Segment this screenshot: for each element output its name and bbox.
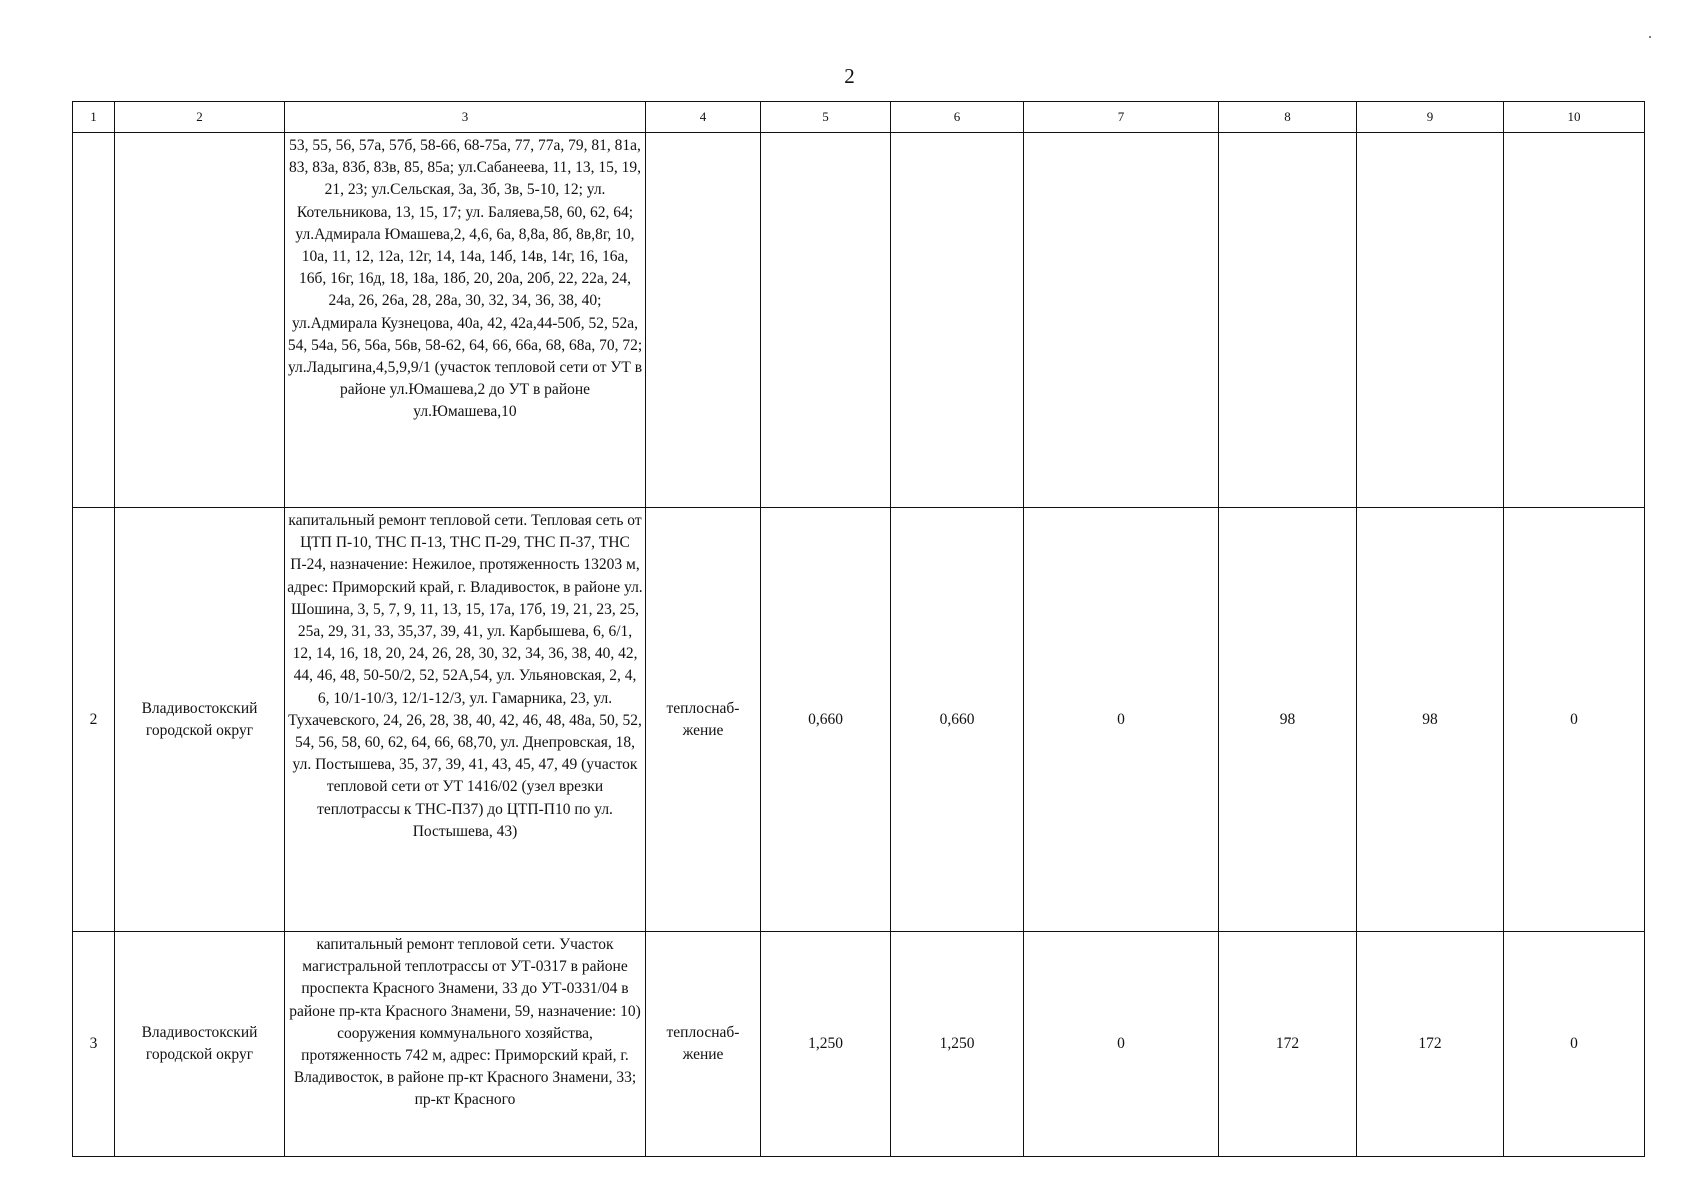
value-cell-10 (1504, 133, 1645, 508)
municipality-cell (115, 508, 285, 932)
work-type-line-1: теплоснаб- (666, 1024, 740, 1041)
header-cell-9: 9 (1357, 102, 1504, 133)
header-row (73, 102, 1645, 133)
value-cell-5: 1,250 (761, 932, 891, 1157)
value-cell-5 (761, 133, 891, 508)
header-cell-3: 3 (285, 102, 646, 133)
value-cell-9: 172 (1357, 932, 1504, 1157)
description-cell: капитальный ремонт тепловой сети. Участок магистральной теплотрассы от УТ-0317 в районе проспекта Красного Знамени, 33 до УТ-0331/04 в районе пр-кта Красного Знамени, 59, назначение: 10) сооружения коммунального хозяйства, протяженность 742 м, адрес: Приморский край, г. Владивосток, в районе пр-кт Красного Знамени, 33; пр-кт Красного (285, 932, 646, 1157)
row-number: 3 (73, 932, 115, 1157)
description-cell: капитальный ремонт тепловой сети. Тепловая сеть от ЦТП П-10, ТНС П-13, ТНС П-29, ТНС П-37, ТНС П-24, назначение: Нежилое, протяженность 13203 м, адрес: Приморский край, г. Владивосток, в районе ул. Шошина, 3, 5, 7, 9, 11, 13, 15, 17а, 17б, 19, 21, 23, 25, 25а, 29, 31, 33, 35,37, 39, 41, ул. Карбышева, 6, 6/1, 12, 14, 16, 18, 20, 24, 26, 28, 30, 32, 34, 36, 38, 40, 42, 44, 46, 48, 50-50/2, 52, 52А,54, ул. Ульяновская, 2, 4, 6, 10/1-10/3, 12/1-12/3, ул. Гамарника, 23, ул. Тухачевского, 24, 26, 28, 38, 40, 42, 46, 48, 48а, 50, 52, 54, 56, 58, 60, 62, 64, 66, 68,70, ул. Днепровская, 18, ул. Постышева, 35, 37, 39, 41, 43, 45, 47, 49 (участок тепловой сети от УТ 1416/02 (узел врезки теплотрассы к ТНС-П37) до ЦТП-П10 по ул. Постышева, 43) (285, 508, 646, 932)
header-cell-7: 7 (1024, 102, 1219, 133)
work-type-line-1: теплоснаб- (666, 699, 740, 717)
header-cell-6: 6 (891, 102, 1024, 133)
work-type-cell (646, 932, 761, 1157)
value-cell-8 (1219, 133, 1357, 508)
row-number: 2 (73, 508, 115, 932)
value-cell-9 (1357, 133, 1504, 508)
municipality-line-1: Владивостокский (141, 1024, 258, 1041)
value-cell-7: 0 (1024, 508, 1219, 932)
header-cell-5: 5 (761, 102, 891, 133)
work-type-cell (646, 133, 761, 508)
value-cell-5: 0,660 (761, 508, 891, 932)
value-cell-10: 0 (1504, 508, 1645, 932)
header-cell-2: 2 (115, 102, 285, 133)
header-cell-8: 8 (1219, 102, 1357, 133)
work-type-line-2: жение (682, 721, 724, 739)
value-cell-8: 98 (1219, 508, 1357, 932)
work-type-line-2: жение (682, 1046, 724, 1063)
work-type-cell (646, 508, 761, 932)
value-cell-7 (1024, 133, 1219, 508)
value-cell-6: 1,250 (891, 932, 1024, 1157)
value-cell-8: 172 (1219, 932, 1357, 1157)
works-table (72, 101, 1645, 1157)
table-row (73, 932, 1645, 1157)
header-cell-1: 1 (73, 102, 115, 133)
description-cell: 53, 55, 56, 57а, 57б, 58-66, 68-75а, 77, 77а, 79, 81, 81а, 83, 83а, 83б, 83в, 85, 85а; ул.Сабанеева, 11, 13, 15, 19, 21, 23; ул.Сельская, 3а, 3б, 3в, 5-10, 12; ул. Котельникова, 13, 15, 17; ул. Баляева,58, 60, 62, 64; ул.Адмирала Юмашева,2, 4,6, 6а, 8,8а, 8б, 8в,8г, 10, 10а, 11, 12, 12а, 12г, 14, 14а, 14б, 14в, 14г, 16, 16а, 16б, 16г, 16д, 18, 18а, 18б, 20, 20а, 20б, 22, 22а, 24, 24а, 26, 26а, 28, 28а, 30, 32, 34, 36, 38, 40; ул.Адмирала Кузнецова, 40а, 42, 42а,44-50б, 52, 52а, 54, 54а, 56, 56а, 56в, 58-62, 64, 66, 66а, 68, 68а, 70, 72; ул.Ладыгина,4,5,9,9/1 (участок тепловой сети от УТ в районе ул.Юмашева,2 до УТ в районе ул.Юмашева,10 (285, 133, 646, 508)
header-cell-4: 4 (646, 102, 761, 133)
row-number (73, 133, 115, 508)
municipality-cell (115, 133, 285, 508)
value-cell-6 (891, 133, 1024, 508)
municipality-line-1: Владивостокский (141, 699, 258, 717)
page-number: 2 (844, 64, 855, 88)
value-cell-6: 0,660 (891, 508, 1024, 932)
value-cell-10: 0 (1504, 932, 1645, 1157)
table-row (73, 133, 1645, 508)
municipality-line-2: городской округ (145, 1046, 254, 1063)
table-row (73, 508, 1645, 932)
scan-speck (1649, 36, 1651, 38)
municipality-cell (115, 932, 285, 1157)
municipality-line-2: городской округ (145, 721, 254, 739)
header-cell-10: 10 (1504, 102, 1645, 133)
value-cell-7: 0 (1024, 932, 1219, 1157)
value-cell-9: 98 (1357, 508, 1504, 932)
